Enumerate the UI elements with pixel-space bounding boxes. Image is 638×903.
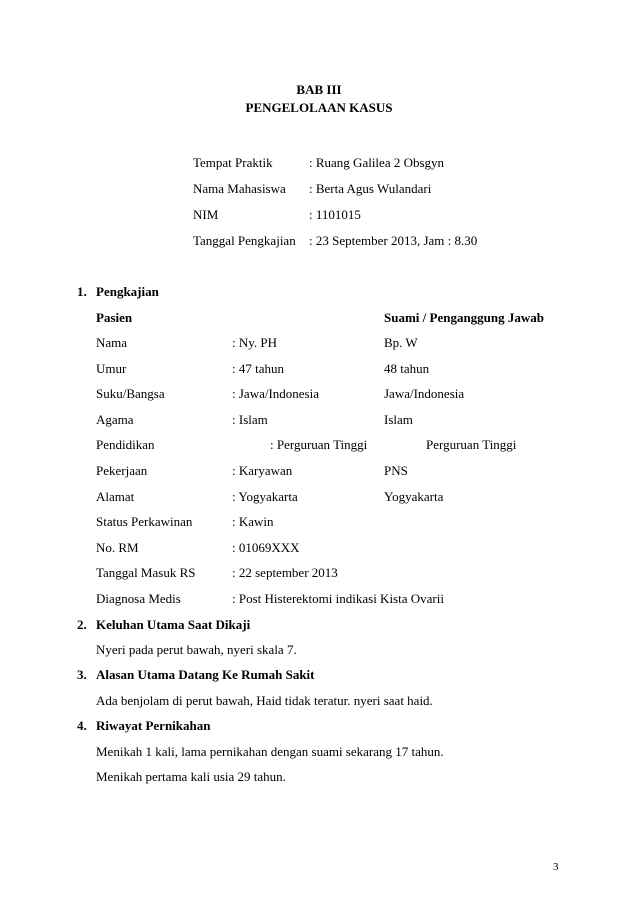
row-spouse-value: Jawa/Indonesia	[384, 386, 465, 401]
column-header-spouse: Suami / Penganggung Jawab	[384, 310, 545, 325]
info-value-tanggal: : 23 September 2013, Jam : 8.30	[309, 233, 478, 248]
section-number: 4.	[77, 718, 87, 733]
row-label: Nama	[96, 335, 128, 350]
row-spouse-value: Perguruan Tinggi	[426, 437, 517, 452]
page-title: PENGELOLAAN KASUS	[245, 100, 393, 115]
row-spouse-value: Islam	[384, 412, 413, 427]
row-spouse-value: Bp. W	[384, 335, 418, 350]
row-label: Umur	[96, 361, 127, 376]
info-value-tempat: : Ruang Galilea 2 Obsgyn	[309, 155, 445, 170]
column-header-patient: Pasien	[96, 310, 133, 325]
row-patient-value: : Ny. PH	[232, 335, 278, 350]
info-label-nim: NIM	[193, 207, 219, 222]
row-spouse-value: 48 tahun	[384, 361, 430, 376]
row-patient-value: : 01069XXX	[232, 540, 300, 555]
row-spouse-value: Yogyakarta	[384, 489, 444, 504]
page-number: 3	[553, 861, 559, 873]
row-patient-value: : 47 tahun	[232, 361, 284, 376]
row-patient-value: : Karyawan	[232, 463, 293, 478]
row-label: Status Perkawinan	[96, 514, 193, 529]
section-heading-pengkajian: Pengkajian	[96, 284, 159, 299]
row-patient-value: : 22 september 2013	[232, 565, 338, 580]
section-text: Menikah 1 kali, lama pernikahan dengan suami sekarang 17 tahun.	[96, 744, 444, 759]
info-label-tempat: Tempat Praktik	[193, 155, 273, 170]
row-patient-value: : Islam	[232, 412, 268, 427]
row-label: Alamat	[96, 489, 135, 504]
row-label: Diagnosa Medis	[96, 591, 181, 606]
row-patient-value: : Perguruan Tinggi	[270, 437, 368, 452]
info-label-tanggal: Tanggal Pengkajian	[193, 233, 296, 248]
chapter-heading: BAB III	[296, 82, 342, 97]
row-patient-value: : Jawa/Indonesia	[232, 386, 320, 401]
section-heading-alasan: Alasan Utama Datang Ke Rumah Sakit	[96, 667, 315, 682]
section-number: 2.	[77, 617, 87, 632]
info-value-nama: : Berta Agus Wulandari	[309, 181, 432, 196]
row-label: No. RM	[96, 540, 139, 555]
section-number: 1.	[77, 284, 87, 299]
section-text: Ada benjolam di perut bawah, Haid tidak teratur. nyeri saat haid.	[96, 693, 433, 708]
row-label: Tanggal Masuk RS	[96, 565, 196, 580]
section-heading-keluhan: Keluhan Utama Saat Dikaji	[96, 617, 251, 632]
row-patient-value: : Post Histerektomi indikasi Kista Ovarii	[232, 591, 444, 606]
section-heading-riwayat: Riwayat Pernikahan	[96, 718, 211, 733]
row-patient-value: : Yogyakarta	[232, 489, 298, 504]
section-text: Nyeri pada perut bawah, nyeri skala 7.	[96, 642, 297, 657]
row-label: Suku/Bangsa	[96, 386, 165, 401]
row-label: Agama	[96, 412, 134, 427]
row-label: Pendidikan	[96, 437, 155, 452]
section-text: Menikah pertama kali usia 29 tahun.	[96, 769, 286, 784]
row-patient-value: : Kawin	[232, 514, 274, 529]
row-label: Pekerjaan	[96, 463, 148, 478]
info-label-nama: Nama Mahasiswa	[193, 181, 286, 196]
row-spouse-value: PNS	[384, 463, 408, 478]
section-number: 3.	[77, 667, 87, 682]
info-value-nim: : 1101015	[309, 207, 361, 222]
